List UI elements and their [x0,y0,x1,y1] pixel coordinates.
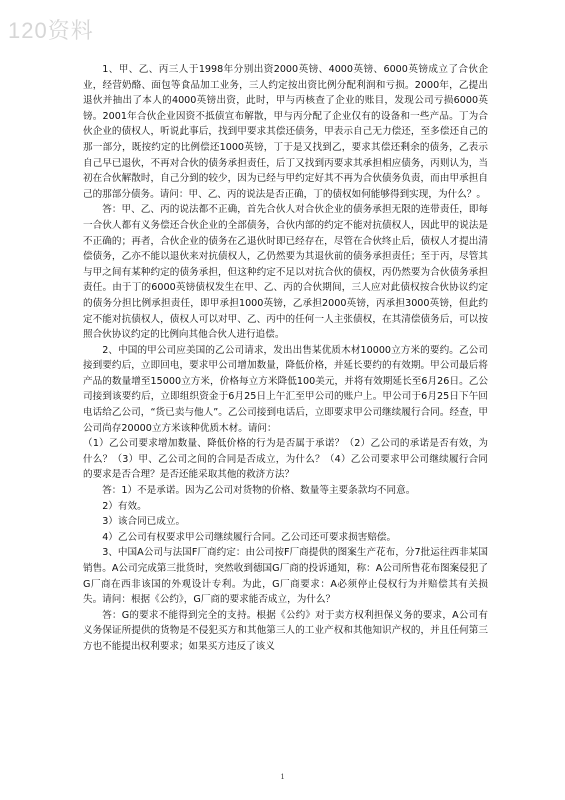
paragraph: 3、中国A公司与法国F厂商约定：由公司按F厂商提供的图案生产花布，分7批运往西非某国销售。A公司完成第三批货时，突然收到德国G厂商的投诉通知，称：A公司所售花布图案侵犯了G厂商在西非该国的外观设计专利。为此，G厂商要求：A必须停止侵权行为并赔偿其有关损失。请问：根据《公约》，G厂商的要求能否成立，为什么？ [83,547,488,606]
paragraph: 答：G的要求不能得到完全的支持。根据《公约》对于卖方权利担保义务的要求，A公司有义务保证所提供的货物是不侵犯买方和其他第三人的工业产权和其他知识产权的，并且任何第三方也不能提出权利要求；如果买方违反了该义 [83,609,488,652]
document-body [83,62,488,655]
page-number: 1 [280,772,285,781]
watermark-logo: 120资料 [8,18,94,43]
paragraph: 4）乙公司有权要求甲公司继续履行合同。乙公司还可要求损害赔偿。 [102,531,397,543]
paragraph: 3）该合同已成立。 [102,516,186,528]
paragraph: 答：甲、乙、丙的说法都不正确，首先合伙人对合伙企业的债务承担无限的连带责任，即每一合伙人都有义务偿还合伙企业的全部债务，合伙内部的约定不能对抗债权人，因此甲的说法是不正确的；再者，合伙企业的债务在乙退伙时即已经存在，尽管在合伙终止后，债权人才提出清偿债务，乙亦不能以退伙来对抗债权人，乙仍然要为其退伙前的债务承担责任；至于丙，尽管其与甲之间有某种约定的债务承担，但这种约定不足以对抗合伙的债权，丙仍然要为合伙债务承担责任。由于丁的6000英镑债权发生在甲、乙、丙的合伙期间，三人应对此债权按合伙协议约定的债务分担比例承担责任，即甲承担1000英镑，乙承担2000英镑，丙承担3000英镑，但此约定不能对抗债权人，债权人可以对甲、乙、丙中的任何一人主张债权，在其清偿债务后，可以按照合伙协议约定的比例向其他合伙人进行追偿。 [83,204,488,341]
paragraph: 答：1）不是承诺。因为乙公司对货物的价格、数量等主要条款均不同意。 [102,485,416,497]
paragraph: 1、甲、乙、丙三人于1998年分别出资2000英镑、4000英镑、6000英镑成立了合伙企业，经营奶酪、面包等食品加工业务，三人约定按出资比例分配利润和亏损。2000年，乙提出退伙并抽出了本人的4000英镑出资，此时，甲与丙核查了企业的账目，发现公司亏损6000英镑。2001年合伙企业因资不抵债宣布解散，甲与丙分配了企业仅有的设备和一些产品。丁为合伙企业的债权人，听说此事后，找到甲要求其偿还债务，甲表示自己无力偿还，至多偿还自己的那一部分，既按约定的比例偿还1000英镑，丁于是又找到乙，要求其偿还剩余的债务，乙表示自己早已退伙，不再对合伙的债务承担责任，后丁又找到丙要求其承担相应债务，丙则认为，当初在合伙解散时，自己分到的较少，因为已经与甲约定好其不再为合伙债务负责，而由甲承担自己的那部分债务。请问：甲、乙、丙的说法是否正确，丁的债权如何能够得到实现，为什么？。 [83,64,488,200]
paragraph: 2）有效。 [102,500,147,512]
paragraph: 2、中国的甲公司应美国的乙公司请求，发出出售某优质木材10000立方米的要约。乙公司接到要约后，立即回电，要求甲公司增加数量，降低价格，并延长要约的有效期。甲公司最后将产品的数量增至15000立方米，价格每立方米降低100美元，并将有效期延长至6月26日。乙公司接到该要约后，立即组织资金于6月25日上午汇至甲公司的账户上。甲公司于6月25日下午回电话给乙公司，“货已卖与他人”。乙公司接到电话后，立即要求甲公司继续履行合同。经查，甲公司尚存20000立方米该种优质木材。请问： [83,344,488,434]
paragraph: （1）乙公司要求增加数量、降低价格的行为是否属于承诺？（2）乙公司的承诺是否有效，为什么？（3）甲、乙公司之间的合同是否成立，为什么？（4）乙公司要求甲公司继续履行合同的要求是否合理？是否还能采取其他的救济方法？ [83,438,488,481]
